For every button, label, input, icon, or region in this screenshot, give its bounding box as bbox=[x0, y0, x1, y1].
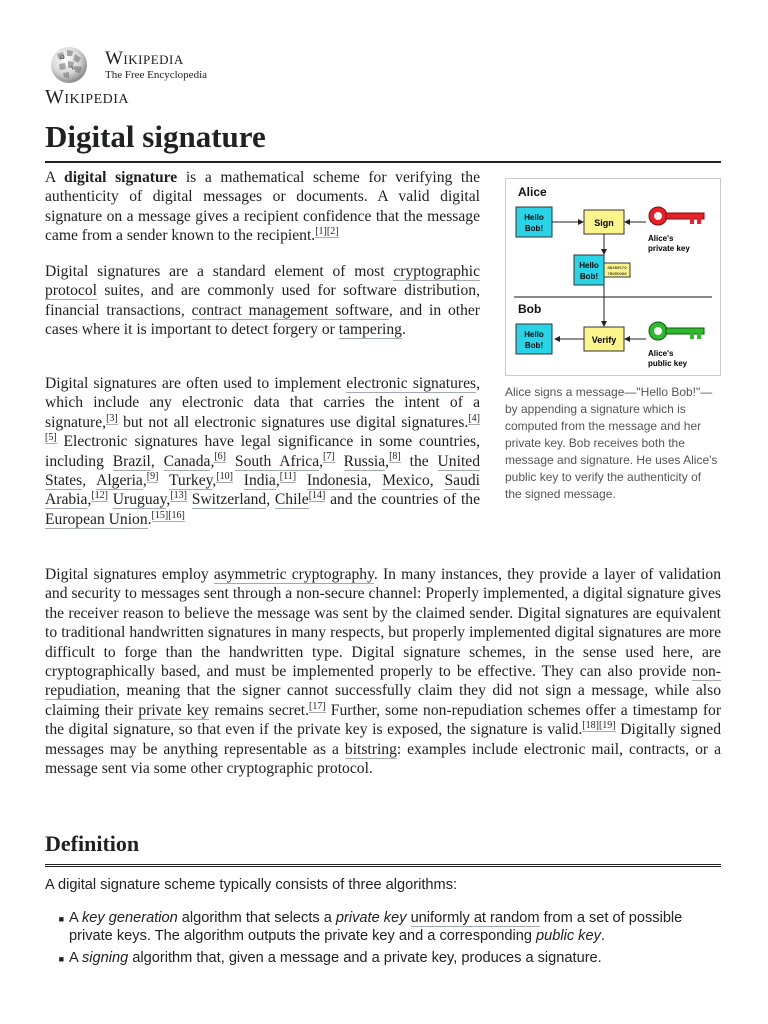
diagram-hash-text: 7B9DD968 bbox=[607, 273, 627, 277]
italic-term: public key bbox=[536, 928, 601, 944]
site-header bbox=[45, 44, 345, 108]
diagram-hash-text: 8B4B0579 bbox=[607, 267, 627, 271]
diagram-message-text: Hello bbox=[524, 213, 544, 222]
italic-term: private key bbox=[335, 910, 407, 926]
diagram-sign-label: Sign bbox=[594, 218, 614, 228]
link-russia[interactable]: Russia bbox=[343, 452, 386, 470]
link-switzerland[interactable]: Switzerland bbox=[191, 491, 267, 509]
citation-link[interactable]: [18][19] bbox=[582, 720, 616, 732]
diagram-key-caption: Alice's bbox=[648, 349, 674, 358]
figure-signing-diagram bbox=[505, 178, 719, 503]
red-key-icon bbox=[649, 207, 704, 225]
wikipedia-globe-icon[interactable] bbox=[45, 44, 93, 84]
diagram-message-text: Hello bbox=[524, 330, 544, 339]
citation-link[interactable]: [10] bbox=[216, 470, 233, 482]
citation-link[interactable]: [8] bbox=[389, 451, 401, 463]
italic-term: signing bbox=[81, 950, 129, 966]
diagram-key-caption: public key bbox=[648, 359, 688, 368]
link-contract-management-software[interactable]: contract management software bbox=[191, 301, 389, 319]
citation-link[interactable]: [6] bbox=[214, 451, 227, 463]
citation-link[interactable]: [17] bbox=[309, 700, 326, 712]
link-mexico[interactable]: Mexico bbox=[382, 472, 430, 490]
intro-paragraph-1: A digital signature is a mathematical scheme for verifying the authenticity of digital messages or documents. A valid digital signature on a message gives a recipient confidence that the message came from a sender known to the recipient.[1][2] bbox=[45, 169, 480, 245]
link-indonesia[interactable]: Indonesia bbox=[306, 472, 368, 490]
definition-intro: A digital signature scheme typically consists of three algorithms: bbox=[45, 877, 458, 893]
intro-paragraph-3: Digital signatures are often used to implement electronic signatures, which include any electronic data that carries the intent of a signature,[3] but not all electronic signatures use digital signatures.[4][5] Electronic signatures have legal significance in some countries, including Brazil, Canada,[6] South Africa,[7] Russia,[8] the United States, Algeria,[9] Turkey,[10] India,[11] Indonesia, Mexico, Saudi Arabia,[12] Uruguay,[13] Switzerland, Chile[14] and the countries of the European Union.[15][16] bbox=[45, 375, 481, 528]
citation-link[interactable]: [1][2] bbox=[315, 226, 339, 238]
link-south-africa[interactable]: South Africa bbox=[234, 452, 320, 470]
diagram-label-alice: Alice bbox=[518, 185, 547, 199]
citation-link[interactable]: [11] bbox=[279, 470, 297, 482]
diagram-message-text: Bob! bbox=[579, 272, 599, 281]
diagram-message-text: Bob! bbox=[524, 224, 544, 233]
citation-link[interactable]: [3] bbox=[106, 412, 118, 424]
section-heading-definition: Definition bbox=[45, 828, 721, 867]
intro-paragraph-4: Digital signatures employ asymmetric cryptography. In many instances, they provide a layer of validation and security to messages sent through a non-secure channel: Properly implemented, a digital signature gives the receiver reason to believe the message was sent by the claimed sender. Digital signatures are equivalent to traditional handwritten signatures in many respects, but properly implemented digital signatures are more difficult to forge than the handwritten type. Digital signature schemes, in the sense used here, are cryptographically based, and must be implemented properly to be effective. They can also provide non-repudiation, meaning that the signer cannot successfully claim they did not sign a message, while also claiming their private key remains secret.[17] Further, some non-repudiation schemes offer a timestamp for the digital signature, so that even if the private key is exposed, the signature is valid.[18][19] Digitally signed messages may be anything representable as a bitstring: examples include electronic mail, contracts, or a message sent via some other cryptographic protocol. bbox=[45, 566, 722, 778]
link-algeria[interactable]: Algeria bbox=[96, 472, 143, 490]
figure-caption: Alice signs a message—"Hello Bob!"—by appending a signature which is computed from the message and her private key. Bob receives both the message and signature. He uses Alice's public key to verify the authenticity of the signed message. bbox=[505, 385, 718, 501]
link-canada[interactable]: Canada bbox=[163, 452, 211, 470]
citation-link[interactable]: [7] bbox=[323, 451, 335, 463]
link-bitstring[interactable]: bitstring bbox=[344, 740, 397, 758]
link-turkey[interactable]: Turkey bbox=[168, 472, 213, 490]
diagram-key-caption: Alice's bbox=[648, 234, 674, 243]
citation-link[interactable]: [12] bbox=[91, 490, 109, 502]
list-item: • A signing algorithm that, given a message and a private key, produces a signature. bbox=[69, 949, 721, 967]
list-item: • A key generation algorithm that selects a private key uniformly at random from a set of possible private keys. The algorithm outputs the private key and a corresponding public key. bbox=[69, 909, 721, 945]
citation-link[interactable]: [14] bbox=[308, 490, 326, 502]
signing-diagram-image[interactable] bbox=[505, 178, 721, 376]
link-brazil[interactable]: Brazil bbox=[112, 452, 151, 470]
wikipedia-wordmark-repeat[interactable]: Wikipedia bbox=[45, 86, 130, 108]
diagram-key-caption: private key bbox=[648, 244, 690, 253]
link-asymmetric-cryptography[interactable]: asymmetric cryptography bbox=[213, 566, 374, 583]
link-cryptographic-protocol[interactable]: cryptographic protocol bbox=[45, 263, 480, 300]
diagram-message-text: Bob! bbox=[524, 341, 544, 350]
definition-list bbox=[45, 909, 721, 971]
intro-paragraph-2: Digital signatures are a standard element of most cryptographic protocol suites, and are commonly used for software distribution, financial transactions, contract management software, and in other cases where it is important to detect forgery or tampering. bbox=[45, 263, 481, 339]
page-title: Digital signature bbox=[45, 117, 721, 163]
link-electronic-signatures[interactable]: electronic signatures bbox=[346, 375, 477, 392]
link-india[interactable]: India bbox=[243, 472, 276, 490]
link-private-key[interactable]: private key bbox=[138, 701, 210, 719]
svg-text:Ω: Ω bbox=[60, 55, 65, 61]
citation-link[interactable]: [13] bbox=[170, 490, 187, 502]
link-european-union[interactable]: European Union bbox=[45, 510, 148, 528]
italic-term: key generation bbox=[81, 910, 178, 926]
link-saudi-arabia[interactable]: Saudi Arabia bbox=[45, 472, 480, 509]
link-uniformly-at-random[interactable]: uniformly at random bbox=[410, 910, 540, 926]
svg-text:W: W bbox=[71, 66, 77, 72]
citation-link[interactable]: [15][16] bbox=[151, 509, 185, 521]
citation-link[interactable]: [4][5] bbox=[45, 412, 480, 444]
green-key-icon bbox=[649, 322, 704, 340]
diagram-label-bob: Bob bbox=[518, 302, 542, 316]
link-united-states[interactable]: United States bbox=[45, 452, 480, 490]
bold-term: digital signature bbox=[64, 169, 178, 186]
diagram-message-text: Hello bbox=[579, 261, 599, 270]
wikipedia-tagline: The Free Encyclopedia bbox=[105, 69, 208, 81]
link-non-repudiation[interactable]: non-repudiation bbox=[45, 663, 721, 700]
link-chile[interactable]: Chile bbox=[274, 491, 309, 509]
link-tampering[interactable]: tampering bbox=[338, 321, 402, 339]
diagram-verify-label: Verify bbox=[591, 335, 617, 345]
citation-link[interactable]: [9] bbox=[146, 470, 159, 482]
wikipedia-wordmark[interactable]: Wikipedia bbox=[105, 48, 184, 69]
link-uruguay[interactable]: Uruguay bbox=[112, 491, 167, 509]
